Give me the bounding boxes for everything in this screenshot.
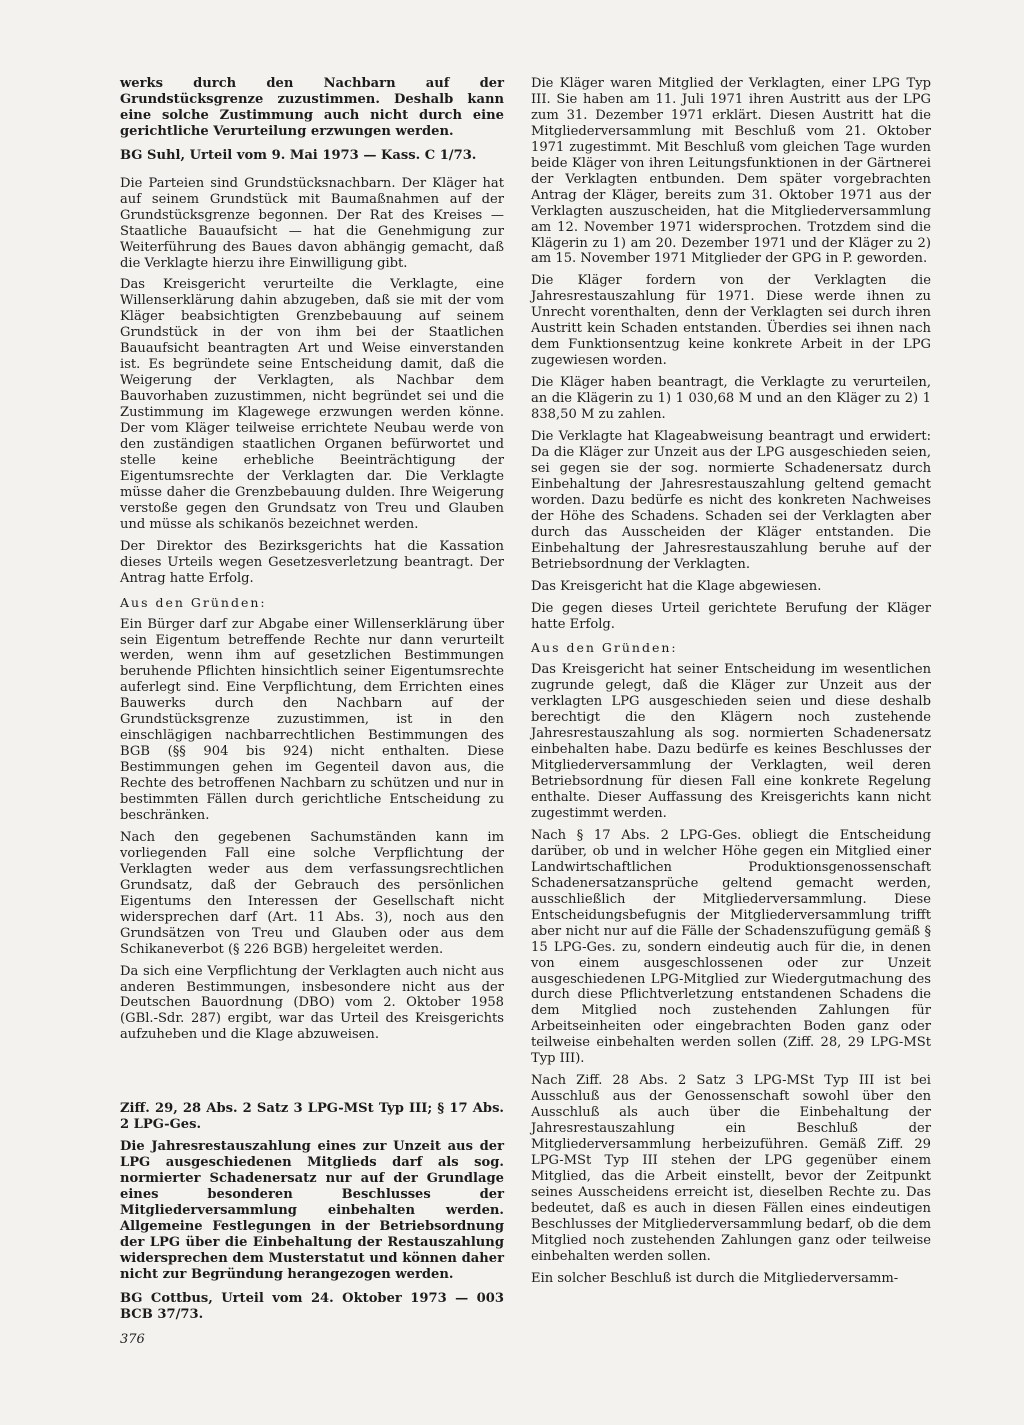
section-heading: Aus den Gründen:	[120, 594, 267, 610]
body-paragraph: Nach Ziff. 28 Abs. 2 Satz 3 LPG-MSt Typ III ist bei Ausschluß aus der Genossenschaft sowohl über den Ausschluß als auch über die Einbehaltung der Jahresrestauszahlung ein Beschluß der Mitgliederversammlung herbeizuführen. Gemäß Ziff. 29 LPG-MSt Typ III stehen der LPG gegenüber einem Mitglied, das die Arbeit einstellt, bevor der Zeitpunkt seines Ausscheidens erreicht ist, dieselben Rechte zu. Das bedeutet, daß es auch in diesen Fällen eines eindeutigen Beschlusses der Mitgliederversammlung bedarf, ob die dem Mitglied noch zustehenden Zahlungen ganz oder teilweise einbehalten werden sollen.	[531, 1073, 931, 1264]
body-paragraph: Die gegen dieses Urteil gerichtete Berufung der Kläger hatte Erfolg.	[531, 600, 931, 632]
body-paragraph: Das Kreisgericht hat die Klage abgewiesen.	[531, 578, 822, 594]
case-citation: BG Cottbus, Urteil vom 24. Oktober 1973 — 003 BCB 37/73.	[120, 1290, 504, 1322]
body-paragraph: Die Kläger waren Mitglied der Verklagten, einer LPG Typ III. Sie haben am 11. Juli 1971 ihren Austritt aus der LPG zum 31. Dezember 1971 erklärt. Diesen Austritt hat die Mitgliederversammlung mit Beschluß vom 21. Oktober 1971 zugestimmt. Mit Beschluß vom gleichen Tage wurden beide Kläger von ihren Leitungsfunktionen in der Gärtnerei der Verklagten entbunden. Dem später vorgebrachten Antrag der Kläger, bereits zum 31. Oktober 1971 aus der Verklagten auszuscheiden, hat die Mitgliederversammlung am 12. November 1971 widersprochen. Trotzdem sind die Klägerin zu 1) am 20. Dezember 1971 und der Kläger zu 2) am 15. November 1971 Mitglieder der GPG in P. geworden.	[531, 76, 931, 267]
body-paragraph: Ein solcher Beschluß ist durch die Mitgliederversamm-	[531, 1270, 899, 1286]
section-heading: Aus den Gründen:	[531, 640, 678, 656]
case-headnote: Die Jahresrestauszahlung eines zur Unzeit aus der LPG ausgeschiedenen Mitglieds darf als sog. normierter Schadenersatz nur auf der Grundlage eines besonderen Beschlusses der Mitgliederversammlung einbehalten werden. Allgemeine Festlegungen in der Betriebsordnung der LPG über die Einbehaltung der Restauszahlung widersprechen dem Musterstatut und können daher nicht zur Begründung herangezogen werden.	[120, 1139, 504, 1282]
body-paragraph: Der Direktor des Bezirksgerichts hat die Kassation dieses Urteils wegen Gesetzesverletzung beantragt. Der Antrag hatte Erfolg.	[120, 538, 504, 586]
body-paragraph: Ein Bürger darf zur Abgabe einer Willenserklärung über sein Eigentum betreffende Rechte nur dann verurteilt werden, wenn ihm auf gesetzlichen Bestimmungen beruhende Pflichten hinsichtlich seiner Eigentumsrechte auferlegt sind. Eine Verpflichtung, dem Errichten eines Bauwerks durch den Nachbarn auf der Grundstücksgrenze zuzustimmen, ist in den einschlägigen nachbarrechtlichen Bestimmungen des BGB (§§ 904 bis 924) nicht enthalten. Diese Bestimmungen gehen im Gegenteil davon aus, die Rechte des betroffenen Nachbarn zu schützen und nur in bestimmten Fällen durch gerichtliche Entscheidung zu beschränken.	[120, 616, 504, 823]
page-number: 376	[120, 1332, 145, 1347]
body-paragraph: Die Kläger haben beantragt, die Verklagte zu verurteilen, an die Klägerin zu 1) 1 030,68 M und an den Kläger zu 2) 1 838,50 M zu zahlen.	[531, 375, 931, 423]
body-paragraph: Da sich eine Verpflichtung der Verklagten auch nicht aus anderen Bestimmungen, insbesondere nicht aus der Deutschen Bauordnung (DBO) vom 2. Oktober 1958 (GBl.-Sdr. 287) ergibt, war das Urteil des Kreisgerichts aufzuheben und die Klage abzuweisen.	[120, 963, 504, 1043]
body-paragraph: Das Kreisgericht verurteilte die Verklagte, eine Willenserklärung dahin abzugeben, daß sie mit der vom Kläger beabsichtigten Grenzbebauung auf seinem Grundstück in der von ihm bei der Staatlichen Bauaufsicht beantragten Art und Weise einverstanden ist. Es begründete seine Entscheidung damit, daß die Weigerung der Verklagten, als Nachbar dem Bauvorhaben zuzustimmen, nicht begründet sei und die Zustimmung im Klagewege erzwungen werden könne. Der vom Kläger teilweise errichtete Neubau werde von den zuständigen staatlichen Organen befürwortet und stelle keine erhebliche Beeinträchtigung der Eigentumsrechte der Verklagten dar. Die Verklagte müsse daher die Grenzbebauung dulden. Ihre Weigerung verstoße gegen den Grundsatz von Treu und Glauben und müsse als schikanös bezeichnet werden.	[120, 277, 504, 532]
body-paragraph: Die Parteien sind Grundstücksnachbarn. Der Kläger hat auf seinem Grundstück mit Baumaßnahmen auf der Grundstücksgrenze begonnen. Der Rat des Kreises — Staatliche Bauaufsicht — hat die Genehmigung zur Weiterführung des Baues davon abhängig gemacht, daß die Verklagte hierzu ihre Einwilligung gibt.	[120, 175, 504, 271]
body-paragraph: Die Kläger fordern von der Verklagten die Jahresrestauszahlung für 1971. Diese werde ihnen zu Unrecht vorenthalten, denn der Verklagten sei durch ihren Austritt kein Schaden entstanden. Überdies sei ihnen nach dem Funktionsentzug keine konkrete Arbeit in der LPG zugewiesen worden.	[531, 273, 931, 369]
body-paragraph: Das Kreisgericht hat seiner Entscheidung im wesentlichen zugrunde gelegt, daß die Kläger zur Unzeit aus der verklagten LPG ausgeschieden seien und diese deshalb berechtigt die den Klägern noch zustehende Jahresrestauszahlung als sog. normierten Schadenersatz einbehalten habe. Dazu bedürfe es keines Beschlusses der Mitgliederversammlung der Verklagten, weil deren Betriebsordnung für diesen Fall eine konkrete Regelung enthalte. Dieser Auffassung des Kreisgerichts kann nicht zugestimmt werden.	[531, 662, 931, 821]
intro-headnote: werks durch den Nachbarn auf der Grundstücksgrenze zuzustimmen. Deshalb kann eine solche Zustimmung auch nicht durch eine gerichtliche Verurteilung erzwungen werden.	[120, 76, 504, 139]
body-paragraph: Nach den gegebenen Sachumständen kann im vorliegenden Fall eine solche Verpflichtung der Verklagten weder aus dem verfassungsrechtlichen Grundsatz, daß der Gebrauch des persönlichen Eigentums den Interessen der Gesellschaft nicht widersprechen darf (Art. 11 Abs. 3), noch aus den Grundsätzen von Treu und Glauben oder aus dem Schikaneverbot (§ 226 BGB) hergeleitet werden.	[120, 829, 504, 957]
left-column	[120, 76, 504, 1329]
case-citation: BG Suhl, Urteil vom 9. Mai 1973 — Kass. C 1/73.	[120, 147, 477, 163]
body-paragraph: Nach § 17 Abs. 2 LPG-Ges. obliegt die Entscheidung darüber, ob und in welcher Höhe gegen ein Mitglied einer Landwirtschaftlichen Produktionsgenossenschaft Schadenersatzansprüche geltend gemacht werden, ausschließlich der Mitgliederversammlung. Diese Entscheidungsbefugnis der Mitgliederversammlung trifft aber nicht nur auf die Fälle der Schadenszufügung gemäß § 15 LPG-Ges. zu, sondern eindeutig auch für die, in denen von einem ausgeschlossenen oder zur Unzeit ausgeschiedenen LPG-Mitglied zur Wiedergutmachung des durch diese Pflichtverletzung entstandenen Schadens die dem Mitglied noch zustehenden Zahlungen für Arbeitseinheiten oder eingebrachten Boden ganz oder teilweise einbehalten werden sollen (Ziff. 28, 29 LPG-MSt Typ III).	[531, 827, 931, 1067]
case-reference: Ziff. 29, 28 Abs. 2 Satz 3 LPG-MSt Typ III; § 17 Abs. 2 LPG-Ges.	[120, 1101, 504, 1133]
body-paragraph: Die Verklagte hat Klageabweisung beantragt und erwidert: Da die Kläger zur Unzeit aus der LPG ausgeschieden seien, sei gegen sie der sog. normierte Schadenersatz durch Einbehaltung der Jahresrestauszahlung geltend gemacht worden. Dazu bedürfe es nicht des konkreten Nachweises der Höhe des Schadens. Schaden sei der Verklagten aber durch das Ausscheiden der Kläger entstanden. Die Einbehaltung der Jahresrestauszahlung beruhe auf der Betriebsordnung der Verklagten.	[531, 429, 931, 572]
right-column	[531, 76, 931, 1293]
